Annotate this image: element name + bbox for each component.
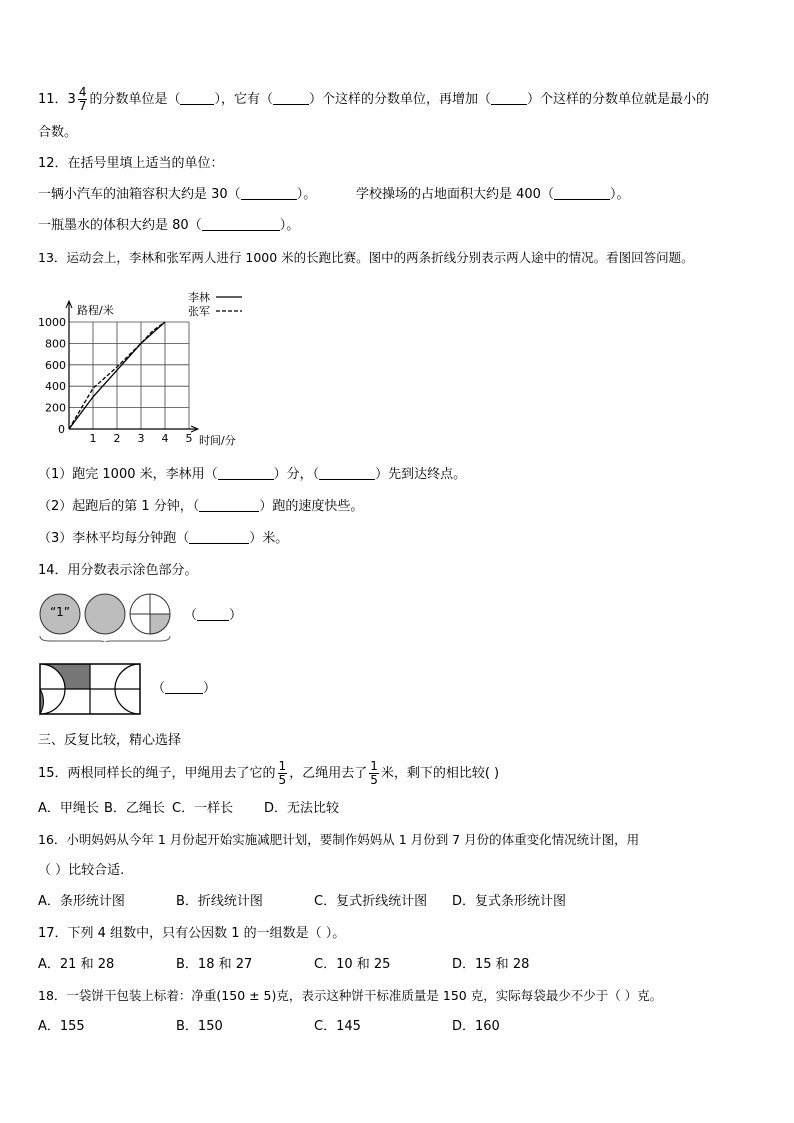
option-d[interactable]: D．160	[452, 1019, 500, 1034]
answer-blank[interactable]	[319, 466, 375, 480]
q14-answer-2	[152, 680, 216, 698]
q12-field-text: 学校操场的占地面积大约是 400（	[356, 187, 554, 202]
q12-car	[38, 186, 316, 204]
q12-ink	[38, 217, 299, 235]
option-d[interactable]: D．无法比较	[264, 801, 340, 816]
legend-label: 李林	[188, 291, 210, 304]
y-tick-label: 800	[45, 337, 66, 351]
option-b[interactable]: B．折线统计图	[176, 894, 263, 909]
option-a[interactable]: A．条形统计图	[38, 894, 125, 909]
option-c[interactable]: C．10 和 25	[314, 957, 391, 972]
answer-blank[interactable]	[218, 466, 274, 480]
q13-title: 13．运动会上，李林和张军两人进行 1000 米的长跑比赛。图中的两条折线分别表示两人途中的情况。看图回答问题。	[38, 250, 694, 265]
option-b[interactable]: B．150	[176, 1019, 223, 1034]
y-axis-label: 路程/米	[77, 304, 114, 317]
q13-sub1	[38, 466, 466, 484]
q11-text: ），它有（	[214, 92, 273, 107]
q15-options	[38, 800, 339, 818]
brace	[40, 636, 170, 642]
option-d[interactable]: D．复式条形统计图	[452, 894, 567, 909]
answer-blank[interactable]	[554, 186, 610, 200]
q16-options	[38, 893, 566, 911]
x-tick-label: 3	[137, 432, 145, 445]
q12-field-text: ）。	[609, 187, 630, 202]
option-a[interactable]: A．21 和 28	[38, 957, 115, 972]
circles-figure	[38, 592, 178, 642]
q12-title: 12．在括号里填上适当的单位：	[38, 156, 224, 171]
option-c[interactable]: C．一样长	[172, 801, 234, 816]
fraction-numerator: 1	[278, 759, 287, 773]
q13-sub1-text: ）先到达终点。	[375, 467, 467, 482]
chart-grid	[69, 322, 189, 429]
q18-text: 18．一袋饼干包装上标着：净重(150 ± 5)克，表示这种饼干标准质量是 150 克，实际每袋最少不少于（ ）克。	[38, 988, 663, 1003]
paren: ）	[203, 681, 217, 696]
q13-sub1-text: （1）跑完 1000 米，李林用（	[38, 467, 218, 482]
fraction	[369, 760, 379, 787]
q14-answer-1	[184, 607, 242, 625]
q11-text: ）个这样的分数单位就是最小的	[527, 92, 710, 107]
paren: （	[184, 608, 198, 623]
q15-text: 15．两根同样长的绳子，甲绳用去了它的	[38, 766, 276, 781]
q12-car-text: 一辆小汽车的油箱容积大约是 30（	[38, 187, 241, 202]
q18-options	[38, 1018, 500, 1036]
section-title: 三、反复比较，精心选择	[38, 733, 182, 748]
q12-ink-text: 一瓶墨水的体积大约是 80（	[38, 218, 202, 233]
chart-axes	[66, 301, 236, 447]
q13-sub3-text: （3）李林平均每分钟跑（	[38, 531, 190, 546]
option-d[interactable]: D．15 和 28	[452, 957, 530, 972]
q12-field	[356, 186, 629, 204]
q13-sub2-text: ）跑的速度快些。	[259, 499, 364, 514]
q12-ink-text: ）。	[279, 218, 300, 233]
q16-line1: 16．小明妈妈从今年 1 月份起开始实施减肥计划，要制作妈妈从 1 月份到 7 月份的体重变化情况统计图，用	[38, 832, 640, 847]
q15-text: ，乙绳用去了	[289, 766, 368, 781]
question-15	[38, 760, 499, 788]
shaded-quarter	[150, 614, 170, 634]
fraction-numerator: 4	[78, 85, 87, 99]
answer-blank[interactable]	[202, 217, 280, 231]
paren: ）	[229, 608, 243, 623]
y-tick-label: 1000	[38, 316, 66, 329]
answer-blank[interactable]	[273, 91, 309, 105]
shaded-circle	[85, 594, 125, 634]
mixed-fraction	[78, 86, 88, 113]
origin-label: 0	[58, 423, 65, 436]
option-c[interactable]: C．145	[314, 1019, 361, 1034]
q15-text: 米，剩下的相比较( )	[380, 766, 500, 781]
q13-sub2-text: （2）起跑后的第 1 分钟，（	[38, 499, 200, 514]
answer-blank[interactable]	[241, 186, 297, 200]
answer-blank[interactable]	[165, 680, 203, 694]
fraction-denominator: 5	[370, 773, 378, 787]
paren: （	[152, 681, 166, 696]
x-tick-label: 1	[89, 432, 97, 445]
rectangle-figure	[38, 662, 144, 716]
y-tick-label: 200	[45, 401, 66, 415]
chart-legend	[188, 290, 242, 318]
x-tick-label: 2	[113, 432, 121, 445]
q13-sub1-text: ）分，（	[273, 467, 320, 482]
option-a[interactable]: A．155	[38, 1019, 85, 1034]
q14-title: 14．用分数表示涂色部分。	[38, 563, 198, 578]
q11-text: ）个这样的分数单位，再增加（	[309, 92, 492, 107]
chart-ticks	[38, 316, 193, 445]
option-a[interactable]: A．甲绳长	[38, 801, 99, 816]
fraction-denominator: 7	[78, 99, 87, 113]
fraction-numerator: 1	[370, 759, 378, 773]
q11-text: 的分数单位是（	[89, 92, 181, 107]
q12-car-text: ）。	[296, 187, 317, 202]
q16-line2: （ ）比较合适.	[38, 863, 125, 878]
y-tick-label: 600	[45, 358, 66, 372]
option-b[interactable]: B．18 和 27	[176, 957, 253, 972]
answer-blank[interactable]	[189, 530, 249, 544]
x-tick-label: 4	[161, 432, 169, 445]
option-b[interactable]: B．乙绳长	[104, 801, 165, 816]
circle-label: “1”	[49, 605, 71, 619]
answer-blank[interactable]	[491, 91, 527, 105]
q13-sub3-text: ）米。	[249, 531, 289, 546]
fraction-denominator: 5	[278, 773, 287, 787]
q13-sub2	[38, 498, 363, 516]
q17-options	[38, 956, 529, 974]
line-chart	[36, 288, 296, 458]
q11-line2: 合数。	[38, 125, 78, 140]
answer-blank[interactable]	[197, 607, 229, 621]
q11-prefix: 11．3	[38, 92, 76, 107]
q13-sub3	[38, 530, 288, 548]
fraction	[278, 760, 288, 787]
x-tick-label: 5	[185, 432, 193, 445]
q17-text: 17．下列 4 组数中，只有公因数 1 的一组数是（ ）。	[38, 926, 346, 941]
question-11	[38, 86, 709, 113]
legend-label: 张军	[188, 305, 210, 318]
answer-blank[interactable]	[180, 91, 214, 105]
y-tick-label: 400	[45, 380, 66, 394]
x-axis-label: 时间/分	[199, 434, 236, 447]
option-c[interactable]: C．复式折线统计图	[314, 894, 428, 909]
answer-blank[interactable]	[199, 498, 259, 512]
